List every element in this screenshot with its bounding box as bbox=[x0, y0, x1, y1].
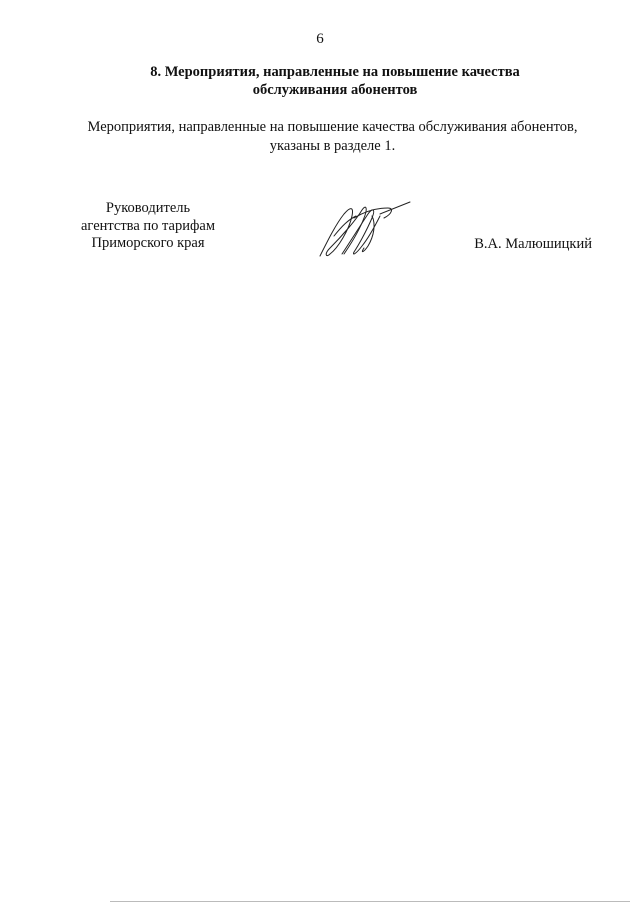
body-line2: указаны в разделе 1. bbox=[269, 138, 396, 154]
section-heading bbox=[80, 63, 590, 99]
handwritten-signature bbox=[314, 196, 414, 262]
signatory-name: В.А. Малюшицкий bbox=[474, 236, 592, 252]
section-heading-line1: 8. Мероприятия, направленные на повышение качества bbox=[150, 64, 520, 80]
page-number: 6 bbox=[316, 31, 324, 47]
signatory-title-line3: Приморского края bbox=[91, 235, 205, 251]
body-paragraph bbox=[60, 118, 605, 156]
signatory-title-line2: агентства по тарифам bbox=[81, 217, 215, 234]
signatory-title-line1: Руководитель bbox=[105, 200, 191, 216]
bottom-rule bbox=[110, 901, 630, 902]
section-heading-line2: обслуживания абонентов bbox=[252, 82, 418, 98]
body-line1: Мероприятия, направленные на повышение качества обслуживания абонентов, bbox=[87, 119, 578, 135]
signatory-title bbox=[58, 200, 238, 253]
